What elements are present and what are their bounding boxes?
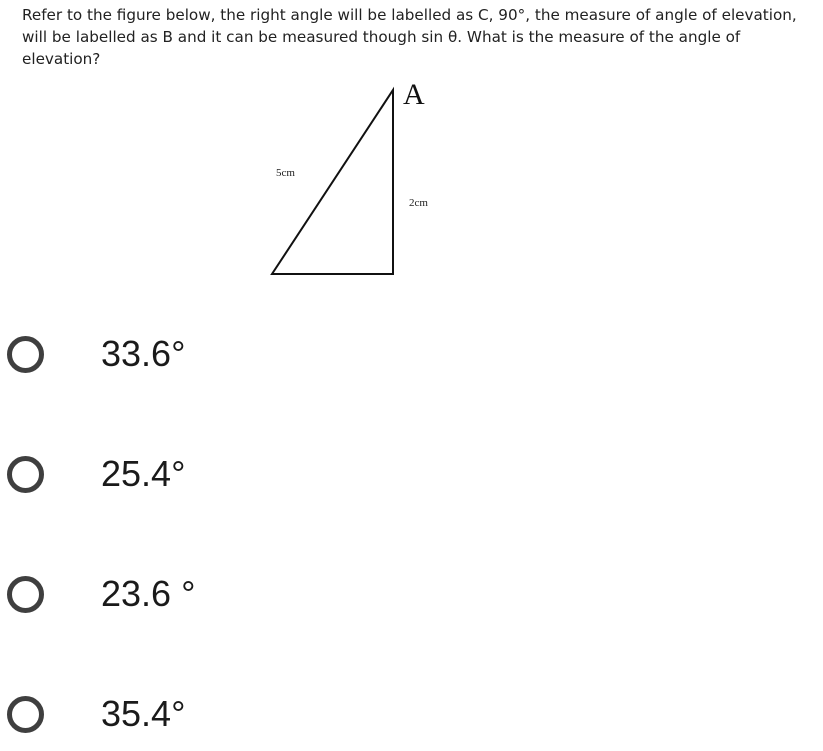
radio-button[interactable]	[7, 456, 44, 493]
radio-button[interactable]	[7, 576, 44, 613]
option-3[interactable]	[4, 567, 404, 627]
question-text: Refer to the figure below, the right angle will be labelled as C, 90°, the measure of angle of elevation, will be labelled as B and it can be measured though sin θ. What is the measure of the angle of elevation?	[22, 6, 797, 68]
option-label: 33.6°	[101, 333, 186, 374]
vertex-a-label: A	[403, 78, 425, 111]
vertical-side-label: 2cm	[409, 197, 428, 209]
option-label: 23.6 °	[101, 573, 196, 614]
hypotenuse-label: 5cm	[276, 167, 295, 179]
option-2[interactable]	[4, 447, 404, 507]
radio-button[interactable]	[7, 336, 44, 373]
option-1[interactable]	[4, 327, 404, 387]
option-label: 35.4°	[101, 693, 186, 734]
option-label: 25.4°	[101, 453, 186, 494]
option-4[interactable]	[4, 687, 404, 747]
radio-button[interactable]	[7, 696, 44, 733]
